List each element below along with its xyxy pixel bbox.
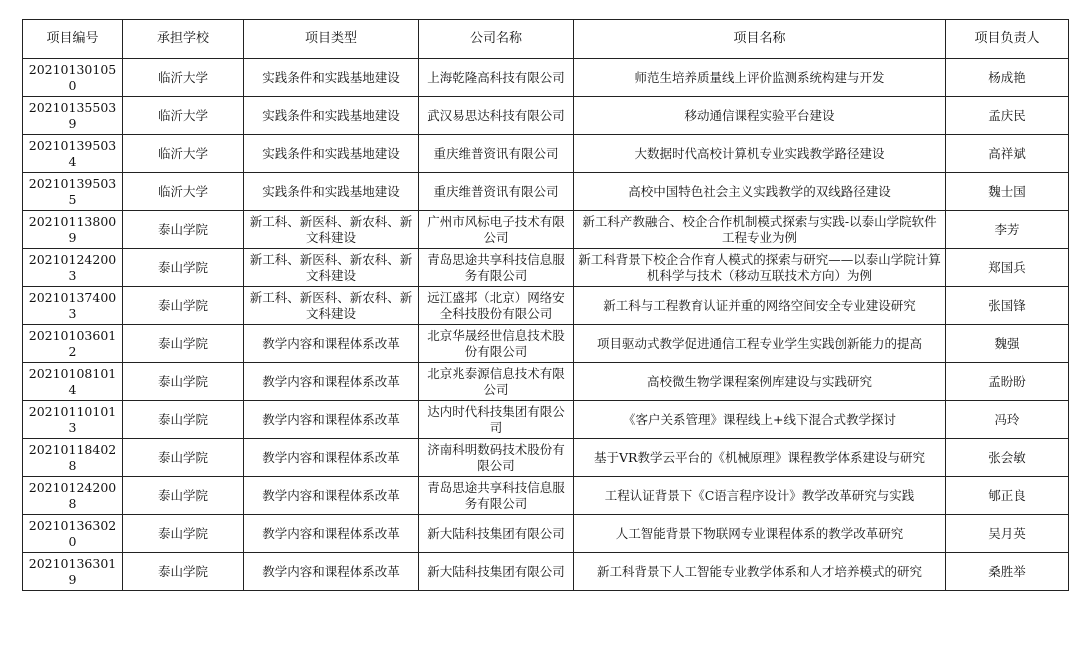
table-row [23,211,1069,249]
header-project-number: 项目编号 [23,20,123,59]
cell-project-leader: 孟盼盼 [946,363,1069,401]
cell-project-name: 项目驱动式教学促进通信工程专业学生实践创新能力的提高 [574,325,946,363]
table-header [23,20,1069,59]
cell-school: 临沂大学 [123,97,244,135]
cell-project-number: 202101081014 [23,363,123,401]
cell-project-leader: 郑国兵 [946,249,1069,287]
cell-project-leader: 高祥斌 [946,135,1069,173]
cell-school: 泰山学院 [123,401,244,439]
table-row [23,553,1069,591]
cell-company-name: 上海乾隆高科技有限公司 [419,59,574,97]
table-row [23,515,1069,553]
table-row [23,363,1069,401]
cell-project-type: 教学内容和课程体系改革 [244,515,419,553]
cell-project-type: 教学内容和课程体系改革 [244,477,419,515]
table-row [23,325,1069,363]
table-row [23,59,1069,97]
cell-project-leader: 张会敏 [946,439,1069,477]
cell-company-name: 北京兆泰源信息技术有限公司 [419,363,574,401]
cell-project-number: 202101242003 [23,249,123,287]
cell-project-name: 新工科背景下人工智能专业教学体系和人才培养模式的研究 [574,553,946,591]
cell-school: 泰山学院 [123,287,244,325]
cell-project-number: 202101242008 [23,477,123,515]
cell-project-type: 教学内容和课程体系改革 [244,553,419,591]
table-body [23,59,1069,591]
cell-school: 临沂大学 [123,135,244,173]
cell-project-leader: 魏士国 [946,173,1069,211]
cell-project-name: 人工智能背景下物联网专业课程体系的教学改革研究 [574,515,946,553]
cell-project-number: 202101374003 [23,287,123,325]
cell-project-leader: 魏强 [946,325,1069,363]
cell-school: 临沂大学 [123,59,244,97]
cell-school: 泰山学院 [123,439,244,477]
cell-project-type: 新工科、新医科、新农科、新文科建设 [244,287,419,325]
cell-project-name: 高校微生物学课程案例库建设与实践研究 [574,363,946,401]
cell-project-number: 202101355039 [23,97,123,135]
cell-project-name: 大数据时代高校计算机专业实践教学路径建设 [574,135,946,173]
cell-project-number: 202101301050 [23,59,123,97]
header-school: 承担学校 [123,20,244,59]
cell-company-name: 济南科明数码技术股份有限公司 [419,439,574,477]
cell-company-name: 重庆维普资讯有限公司 [419,173,574,211]
cell-project-name: 工程认证背景下《C语言程序设计》教学改革研究与实践 [574,477,946,515]
cell-company-name: 新大陆科技集团有限公司 [419,553,574,591]
table-row [23,97,1069,135]
cell-project-number: 202101184028 [23,439,123,477]
table-row [23,439,1069,477]
cell-project-name: 新工科背景下校企合作育人模式的探索与研究——以泰山学院计算机科学与技术（移动互联技术方向）为例 [574,249,946,287]
cell-project-name: 《客户关系管理》课程线上+线下混合式教学探讨 [574,401,946,439]
cell-project-type: 实践条件和实践基地建设 [244,97,419,135]
cell-company-name: 远江盛邦（北京）网络安全科技股份有限公司 [419,287,574,325]
table-row [23,135,1069,173]
header-row [23,20,1069,59]
table-row [23,249,1069,287]
cell-project-name: 师范生培养质量线上评价监测系统构建与开发 [574,59,946,97]
table-row [23,477,1069,515]
cell-project-leader: 桑胜举 [946,553,1069,591]
cell-school: 泰山学院 [123,211,244,249]
header-project-leader: 项目负责人 [946,20,1069,59]
cell-project-type: 实践条件和实践基地建设 [244,59,419,97]
cell-project-type: 教学内容和课程体系改革 [244,325,419,363]
table-row [23,401,1069,439]
cell-school: 临沂大学 [123,173,244,211]
cell-project-leader: 李芳 [946,211,1069,249]
cell-project-leader: 孟庆民 [946,97,1069,135]
cell-company-name: 青岛思途共享科技信息服务有限公司 [419,477,574,515]
cell-project-name: 新工科产教融合、校企合作机制模式探索与实践-以泰山学院软件工程专业为例 [574,211,946,249]
cell-company-name: 武汉易思达科技有限公司 [419,97,574,135]
cell-school: 泰山学院 [123,249,244,287]
cell-school: 泰山学院 [123,515,244,553]
cell-project-type: 新工科、新医科、新农科、新文科建设 [244,249,419,287]
cell-project-type: 实践条件和实践基地建设 [244,173,419,211]
cell-company-name: 青岛思途共享科技信息服务有限公司 [419,249,574,287]
cell-school: 泰山学院 [123,325,244,363]
cell-company-name: 重庆维普资讯有限公司 [419,135,574,173]
cell-project-number: 202101395034 [23,135,123,173]
cell-project-leader: 郇正良 [946,477,1069,515]
cell-project-name: 移动通信课程实验平台建设 [574,97,946,135]
cell-project-leader: 冯玲 [946,401,1069,439]
cell-school: 泰山学院 [123,363,244,401]
cell-project-leader: 张国锋 [946,287,1069,325]
cell-company-name: 北京华晟经世信息技术股份有限公司 [419,325,574,363]
cell-project-type: 实践条件和实践基地建设 [244,135,419,173]
header-company-name: 公司名称 [419,20,574,59]
cell-project-number: 202101395035 [23,173,123,211]
cell-project-number: 202101363020 [23,515,123,553]
table-row [23,173,1069,211]
cell-project-leader: 杨成艳 [946,59,1069,97]
cell-project-type: 教学内容和课程体系改革 [244,401,419,439]
table-row [23,287,1069,325]
cell-project-number: 202101138009 [23,211,123,249]
cell-project-type: 新工科、新医科、新农科、新文科建设 [244,211,419,249]
cell-project-name: 高校中国特色社会主义实践教学的双线路径建设 [574,173,946,211]
project-table [22,19,1069,591]
cell-project-type: 教学内容和课程体系改革 [244,363,419,401]
header-project-name: 项目名称 [574,20,946,59]
cell-company-name: 达内时代科技集团有限公司 [419,401,574,439]
cell-project-name: 新工科与工程教育认证并重的网络空间安全专业建设研究 [574,287,946,325]
cell-project-number: 202101036012 [23,325,123,363]
cell-project-name: 基于VR教学云平台的《机械原理》课程教学体系建设与研究 [574,439,946,477]
cell-company-name: 新大陆科技集团有限公司 [419,515,574,553]
cell-project-number: 202101101013 [23,401,123,439]
cell-school: 泰山学院 [123,477,244,515]
cell-company-name: 广州市风标电子技术有限公司 [419,211,574,249]
cell-school: 泰山学院 [123,553,244,591]
cell-project-leader: 吴月英 [946,515,1069,553]
cell-project-number: 202101363019 [23,553,123,591]
cell-project-type: 教学内容和课程体系改革 [244,439,419,477]
header-project-type: 项目类型 [244,20,419,59]
